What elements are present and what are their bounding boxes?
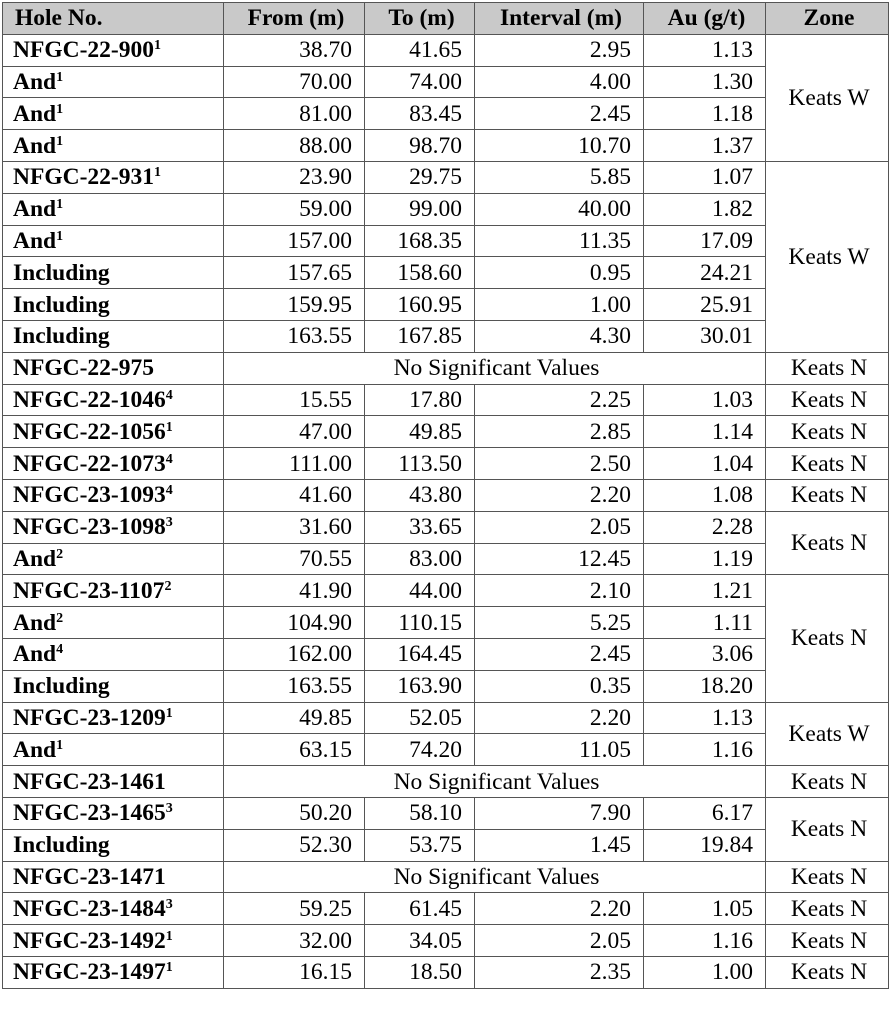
interval-cell: 2.05 xyxy=(475,925,644,957)
from-cell: 47.00 xyxy=(224,416,365,448)
to-cell: 58.10 xyxy=(365,797,475,829)
interval-cell: 2.45 xyxy=(475,638,644,670)
footnote-marker: 2 xyxy=(164,578,172,594)
footnote-marker: 1 xyxy=(153,165,161,181)
table-row xyxy=(3,130,889,162)
zone-cell: Keats N xyxy=(766,861,889,893)
au-cell: 1.16 xyxy=(644,734,766,766)
interval-cell: 2.20 xyxy=(475,479,644,511)
zone-cell: Keats W xyxy=(766,34,889,161)
from-cell: 157.00 xyxy=(224,225,365,257)
to-cell: 18.50 xyxy=(365,956,475,988)
header-zone: Zone xyxy=(766,3,889,35)
hole-cell xyxy=(3,925,224,957)
from-cell: 157.65 xyxy=(224,257,365,289)
au-cell: 2.28 xyxy=(644,511,766,543)
interval-cell: 2.25 xyxy=(475,384,644,416)
au-cell: 1.37 xyxy=(644,130,766,162)
interval-cell: 2.20 xyxy=(475,702,644,734)
interval-cell: 4.30 xyxy=(475,320,644,352)
au-cell: 1.30 xyxy=(644,66,766,98)
zone-cell: Keats N xyxy=(766,766,889,798)
hole-label: And xyxy=(13,100,57,127)
hole-cell xyxy=(3,98,224,130)
table-row xyxy=(3,766,889,798)
to-cell: 98.70 xyxy=(365,130,475,162)
to-cell: 53.75 xyxy=(365,829,475,861)
au-cell: 1.00 xyxy=(644,956,766,988)
footnote-marker: 4 xyxy=(165,483,173,499)
hole-label: NFGC-23-1461 xyxy=(13,768,166,795)
footnote-marker: 3 xyxy=(165,801,173,817)
hole-label: NFGC-23-1209 xyxy=(13,704,166,731)
to-cell: 34.05 xyxy=(365,925,475,957)
interval-cell: 0.35 xyxy=(475,670,644,702)
table-row xyxy=(3,956,889,988)
from-cell: 63.15 xyxy=(224,734,365,766)
to-cell: 99.00 xyxy=(365,193,475,225)
from-cell: 32.00 xyxy=(224,925,365,957)
hole-label: And xyxy=(13,545,57,572)
footnote-marker: 1 xyxy=(165,419,173,435)
table-row xyxy=(3,734,889,766)
hole-label: NFGC-22-1056 xyxy=(13,418,166,445)
interval-cell: 11.05 xyxy=(475,734,644,766)
interval-cell: 2.10 xyxy=(475,575,644,607)
hole-cell xyxy=(3,320,224,352)
interval-cell: 4.00 xyxy=(475,66,644,98)
to-cell: 160.95 xyxy=(365,289,475,321)
table-row xyxy=(3,289,889,321)
from-cell: 70.00 xyxy=(224,66,365,98)
to-cell: 110.15 xyxy=(365,607,475,639)
hole-label: And xyxy=(13,132,57,159)
hole-label: NFGC-23-1497 xyxy=(13,959,166,986)
footnote-marker: 1 xyxy=(165,705,173,721)
hole-label: And xyxy=(13,736,57,763)
interval-cell: 2.95 xyxy=(475,34,644,66)
to-cell: 44.00 xyxy=(365,575,475,607)
from-cell: 70.55 xyxy=(224,543,365,575)
hole-cell xyxy=(3,638,224,670)
footnote-marker: 4 xyxy=(165,451,173,467)
table-row xyxy=(3,702,889,734)
table-row xyxy=(3,34,889,66)
hole-cell xyxy=(3,670,224,702)
from-cell: 159.95 xyxy=(224,289,365,321)
interval-cell: 1.00 xyxy=(475,289,644,321)
zone-cell: Keats W xyxy=(766,702,889,766)
au-cell: 24.21 xyxy=(644,257,766,289)
footnote-marker: 4 xyxy=(56,642,64,658)
hole-cell xyxy=(3,543,224,575)
from-cell: 88.00 xyxy=(224,130,365,162)
footnote-marker: 1 xyxy=(153,38,161,54)
hole-cell xyxy=(3,479,224,511)
no-significant-values-cell: No Significant Values xyxy=(224,766,766,798)
zone-cell: Keats N xyxy=(766,479,889,511)
table-row xyxy=(3,161,889,193)
hole-label: NFGC-23-1093 xyxy=(13,482,166,509)
footnote-marker: 1 xyxy=(165,960,173,976)
from-cell: 162.00 xyxy=(224,638,365,670)
to-cell: 158.60 xyxy=(365,257,475,289)
footnote-marker: 1 xyxy=(56,228,64,244)
from-cell: 49.85 xyxy=(224,702,365,734)
table-row xyxy=(3,893,889,925)
zone-cell: Keats N xyxy=(766,448,889,480)
interval-cell: 11.35 xyxy=(475,225,644,257)
hole-cell xyxy=(3,797,224,829)
from-cell: 15.55 xyxy=(224,384,365,416)
hole-label: Including xyxy=(13,291,110,318)
zone-cell: Keats N xyxy=(766,416,889,448)
from-cell: 41.90 xyxy=(224,575,365,607)
interval-cell: 2.85 xyxy=(475,416,644,448)
no-significant-values-cell: No Significant Values xyxy=(224,352,766,384)
table-row xyxy=(3,384,889,416)
to-cell: 168.35 xyxy=(365,225,475,257)
zone-cell: Keats N xyxy=(766,384,889,416)
au-cell: 1.08 xyxy=(644,479,766,511)
au-cell: 30.01 xyxy=(644,320,766,352)
interval-cell: 40.00 xyxy=(475,193,644,225)
table-row xyxy=(3,511,889,543)
interval-cell: 10.70 xyxy=(475,130,644,162)
hole-label: Including xyxy=(13,259,110,286)
hole-cell xyxy=(3,861,224,893)
zone-cell: Keats N xyxy=(766,575,889,702)
au-cell: 1.07 xyxy=(644,161,766,193)
table-row xyxy=(3,797,889,829)
table-row xyxy=(3,925,889,957)
to-cell: 52.05 xyxy=(365,702,475,734)
au-cell: 25.91 xyxy=(644,289,766,321)
zone-cell: Keats N xyxy=(766,797,889,861)
au-cell: 18.20 xyxy=(644,670,766,702)
footnote-marker: 1 xyxy=(56,737,64,753)
hole-label: NFGC-22-931 xyxy=(13,164,154,191)
to-cell: 33.65 xyxy=(365,511,475,543)
hole-cell xyxy=(3,766,224,798)
table-row xyxy=(3,607,889,639)
hole-cell xyxy=(3,702,224,734)
hole-cell xyxy=(3,384,224,416)
au-cell: 1.03 xyxy=(644,384,766,416)
interval-cell: 2.35 xyxy=(475,956,644,988)
interval-cell: 7.90 xyxy=(475,797,644,829)
to-cell: 164.45 xyxy=(365,638,475,670)
table-row xyxy=(3,861,889,893)
from-cell: 16.15 xyxy=(224,956,365,988)
from-cell: 104.90 xyxy=(224,607,365,639)
hole-label: NFGC-23-1484 xyxy=(13,895,166,922)
footnote-marker: 2 xyxy=(56,546,64,562)
to-cell: 167.85 xyxy=(365,320,475,352)
from-cell: 50.20 xyxy=(224,797,365,829)
header-au: Au (g/t) xyxy=(644,3,766,35)
to-cell: 43.80 xyxy=(365,479,475,511)
table-header xyxy=(3,3,889,35)
hole-cell xyxy=(3,352,224,384)
table-row xyxy=(3,193,889,225)
no-significant-values-cell: No Significant Values xyxy=(224,861,766,893)
from-cell: 111.00 xyxy=(224,448,365,480)
table-row xyxy=(3,448,889,480)
hole-label: NFGC-22-1046 xyxy=(13,386,166,413)
au-cell: 17.09 xyxy=(644,225,766,257)
hole-label: And xyxy=(13,227,57,254)
to-cell: 49.85 xyxy=(365,416,475,448)
interval-cell: 2.05 xyxy=(475,511,644,543)
footnote-marker: 1 xyxy=(56,133,64,149)
au-cell: 6.17 xyxy=(644,797,766,829)
au-cell: 1.05 xyxy=(644,893,766,925)
drill-results-table xyxy=(2,2,889,989)
interval-cell: 5.85 xyxy=(475,161,644,193)
interval-cell: 5.25 xyxy=(475,607,644,639)
table-row xyxy=(3,416,889,448)
hole-label: NFGC-22-1073 xyxy=(13,450,166,477)
interval-cell: 2.20 xyxy=(475,893,644,925)
hole-cell xyxy=(3,34,224,66)
to-cell: 29.75 xyxy=(365,161,475,193)
header-to: To (m) xyxy=(365,3,475,35)
hole-label: And xyxy=(13,609,57,636)
hole-cell xyxy=(3,829,224,861)
to-cell: 41.65 xyxy=(365,34,475,66)
table-row xyxy=(3,479,889,511)
to-cell: 61.45 xyxy=(365,893,475,925)
header-interval: Interval (m) xyxy=(475,3,644,35)
hole-cell xyxy=(3,416,224,448)
footnote-marker: 1 xyxy=(56,69,64,85)
header-row xyxy=(3,3,889,35)
from-cell: 163.55 xyxy=(224,670,365,702)
hole-cell xyxy=(3,161,224,193)
hole-label: Including xyxy=(13,323,110,350)
hole-cell xyxy=(3,511,224,543)
zone-cell: Keats N xyxy=(766,956,889,988)
footnote-marker: 1 xyxy=(56,101,64,117)
from-cell: 38.70 xyxy=(224,34,365,66)
hole-label: NFGC-23-1107 xyxy=(13,577,165,604)
hole-label: Including xyxy=(13,673,110,700)
hole-cell xyxy=(3,893,224,925)
zone-cell: Keats N xyxy=(766,925,889,957)
table-row xyxy=(3,352,889,384)
from-cell: 31.60 xyxy=(224,511,365,543)
hole-label: NFGC-22-900 xyxy=(13,37,154,64)
au-cell: 1.18 xyxy=(644,98,766,130)
interval-cell: 12.45 xyxy=(475,543,644,575)
hole-cell xyxy=(3,607,224,639)
hole-cell xyxy=(3,289,224,321)
to-cell: 74.20 xyxy=(365,734,475,766)
footnote-marker: 2 xyxy=(56,610,64,626)
hole-cell xyxy=(3,225,224,257)
table-body xyxy=(3,34,889,988)
hole-label: And xyxy=(13,196,57,223)
from-cell: 52.30 xyxy=(224,829,365,861)
from-cell: 41.60 xyxy=(224,479,365,511)
table-row xyxy=(3,225,889,257)
au-cell: 3.06 xyxy=(644,638,766,670)
hole-cell xyxy=(3,193,224,225)
au-cell: 1.13 xyxy=(644,34,766,66)
au-cell: 1.19 xyxy=(644,543,766,575)
hole-cell xyxy=(3,575,224,607)
hole-cell xyxy=(3,66,224,98)
to-cell: 74.00 xyxy=(365,66,475,98)
to-cell: 163.90 xyxy=(365,670,475,702)
table-row xyxy=(3,98,889,130)
au-cell: 1.82 xyxy=(644,193,766,225)
to-cell: 17.80 xyxy=(365,384,475,416)
au-cell: 1.16 xyxy=(644,925,766,957)
table-row xyxy=(3,829,889,861)
footnote-marker: 1 xyxy=(165,928,173,944)
hole-label: NFGC-23-1471 xyxy=(13,863,166,890)
from-cell: 163.55 xyxy=(224,320,365,352)
header-hole-no: Hole No. xyxy=(3,3,224,35)
zone-cell: Keats N xyxy=(766,352,889,384)
to-cell: 113.50 xyxy=(365,448,475,480)
to-cell: 83.45 xyxy=(365,98,475,130)
from-cell: 23.90 xyxy=(224,161,365,193)
au-cell: 1.14 xyxy=(644,416,766,448)
au-cell: 1.04 xyxy=(644,448,766,480)
hole-label: NFGC-22-975 xyxy=(13,355,154,382)
hole-cell xyxy=(3,130,224,162)
interval-cell: 2.50 xyxy=(475,448,644,480)
hole-cell xyxy=(3,257,224,289)
hole-label: NFGC-23-1492 xyxy=(13,927,166,954)
from-cell: 59.00 xyxy=(224,193,365,225)
from-cell: 81.00 xyxy=(224,98,365,130)
hole-cell xyxy=(3,956,224,988)
hole-label: Including xyxy=(13,832,110,859)
from-cell: 59.25 xyxy=(224,893,365,925)
table-row xyxy=(3,575,889,607)
interval-cell: 2.45 xyxy=(475,98,644,130)
hole-label: NFGC-23-1465 xyxy=(13,800,166,827)
table-row xyxy=(3,257,889,289)
zone-cell: Keats N xyxy=(766,893,889,925)
au-cell: 1.13 xyxy=(644,702,766,734)
table-row xyxy=(3,670,889,702)
footnote-marker: 3 xyxy=(165,896,173,912)
au-cell: 19.84 xyxy=(644,829,766,861)
zone-cell: Keats W xyxy=(766,161,889,352)
footnote-marker: 4 xyxy=(165,387,173,403)
interval-cell: 1.45 xyxy=(475,829,644,861)
header-from: From (m) xyxy=(224,3,365,35)
to-cell: 83.00 xyxy=(365,543,475,575)
table-row xyxy=(3,638,889,670)
hole-cell xyxy=(3,448,224,480)
hole-label: NFGC-23-1098 xyxy=(13,514,166,541)
au-cell: 1.11 xyxy=(644,607,766,639)
hole-cell xyxy=(3,734,224,766)
zone-cell: Keats N xyxy=(766,511,889,575)
table-row xyxy=(3,543,889,575)
footnote-marker: 3 xyxy=(165,515,173,531)
table-row xyxy=(3,66,889,98)
hole-label: And xyxy=(13,68,57,95)
interval-cell: 0.95 xyxy=(475,257,644,289)
footnote-marker: 1 xyxy=(56,197,64,213)
table-row xyxy=(3,320,889,352)
hole-label: And xyxy=(13,641,57,668)
au-cell: 1.21 xyxy=(644,575,766,607)
